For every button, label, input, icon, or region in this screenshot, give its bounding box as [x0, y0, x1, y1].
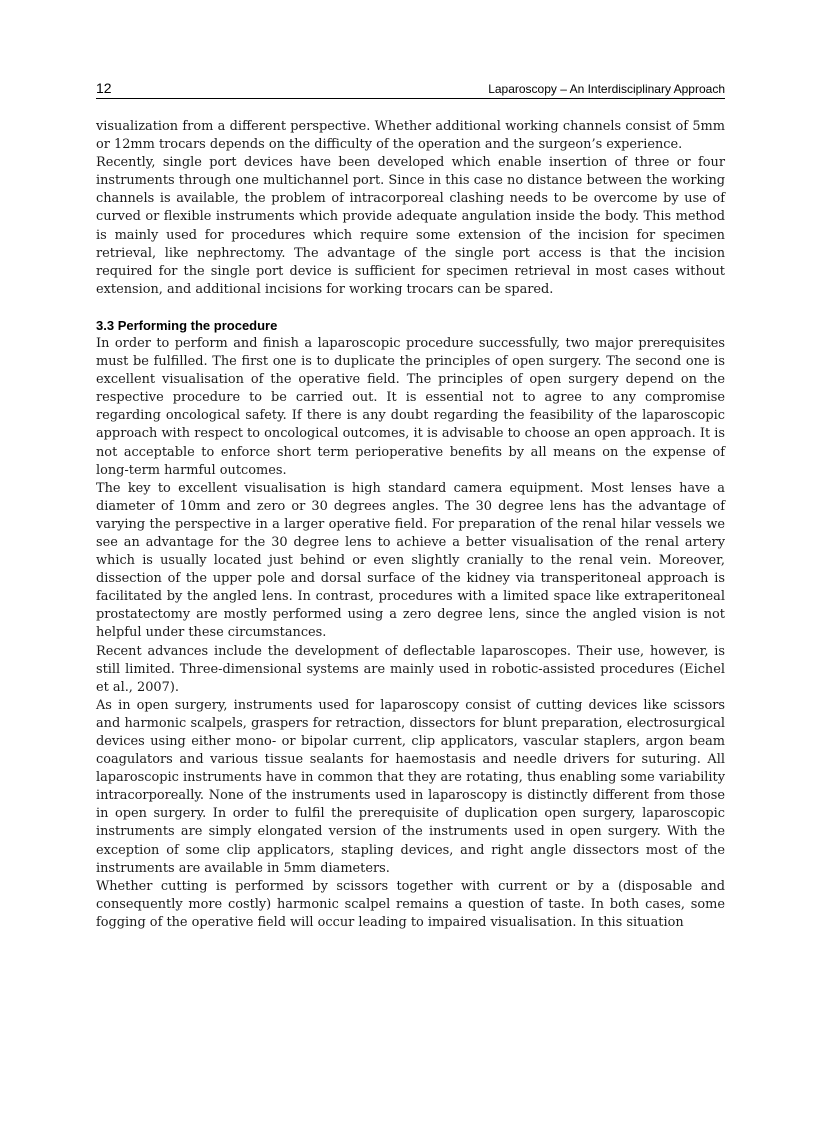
- section-heading: [96, 317, 725, 335]
- paragraph: In order to perform and finish a laparoscopic procedure successfully, two major prerequisites must be fulfilled. The first one is to duplicate the principles of open surgery. The second one is excellent visualisation of the operative field. The principles of open surgery depend on the respective procedure to be carried out. It is essential not to agree to any compromise regarding oncological safety. If there is any doubt regarding the feasibility of the laparoscopic approach with respect to oncological outcomes, it is advisable to choose an open approach. It is not acceptable to enforce short term perioperative benefits by all means on the expense of long-term harmful outcomes.: [96, 335, 725, 478]
- body-text: [96, 118, 725, 932]
- page-header: [96, 80, 725, 99]
- section-number: 3.3: [96, 317, 115, 333]
- paragraph: Recent advances include the development of deflectable laparoscopes. Their use, however, is still limited. Three-dimensional systems are mainly used in robotic-assisted procedures (Eichel et al., 2007).: [96, 643, 725, 695]
- page-number: 12: [96, 80, 112, 96]
- paragraph: visualization from a different perspective. Whether additional working channels consist of 5mm or 12mm trocars depends on the difficulty of the operation and the surgeon’s experience.: [96, 119, 725, 153]
- section-title: Performing the procedure: [117, 317, 278, 333]
- paragraph: Whether cutting is performed by scissors together with current or by a (disposable and consequently more costly) harmonic scalpel remains a question of taste. In both cases, some fogging of the operative field will occur leading to impaired visualisation. In this situation: [96, 878, 725, 930]
- paragraph: The key to excellent visualisation is high standard camera equipment. Most lenses have a diameter of 10mm and zero or 30 degrees angles. The 30 degree lens has the advantage of varying the perspective in a larger operative field. For preparation of the renal hilar vessels we see an advantage for the 30 degree lens to achieve a better visualisation of the renal artery which is usually located just behind or even slightly cranially to the renal vein. Moreover, dissection of the upper pole and dorsal surface of the kidney via transperitoneal approach is facilitated by the angled lens. In contrast, procedures with a limited space like extraperitoneal prostatectomy are mostly performed using a zero degree lens, since the angled vision is not helpful under these circumstances.: [96, 480, 725, 641]
- paragraph: As in open surgery, instruments used for laparoscopy consist of cutting devices like scissors and harmonic scalpels, graspers for retraction, dissectors for blunt preparation, electrosurgical devices using either mono- or bipolar current, clip applicators, vascular staplers, argon beam coagulators and various tissue sealants for haemostasis and needle drivers for suturing. All laparoscopic instruments have in common that they are rotating, thus enabling some variability intracorporeally. None of the instruments used in laparoscopy is distinctly different from those in open surgery. In order to fulfil the prerequisite of duplication open surgery, laparoscopic instruments are simply elongated version of the instruments used in open surgery. With the exception of some clip applicators, stapling devices, and right angle dissectors most of the instruments are available in 5mm diameters.: [96, 697, 725, 876]
- running-title: Laparoscopy – An Interdisciplinary Approach: [488, 82, 725, 96]
- paragraph: Recently, single port devices have been developed which enable insertion of three or four instruments through one multichannel port. Since in this case no distance between the working channels is available, the problem of intracorporeal clashing needs to be overcome by use of curved or flexible instruments which provide adequate angulation inside the body. This method is mainly used for procedures which require some extension of the incision for specimen retrieval, like nephrectomy. The advantage of the single port access is that the incision required for the single port device is sufficient for specimen retrieval in most cases without extension, and additional incisions for working trocars can be spared.: [96, 155, 725, 297]
